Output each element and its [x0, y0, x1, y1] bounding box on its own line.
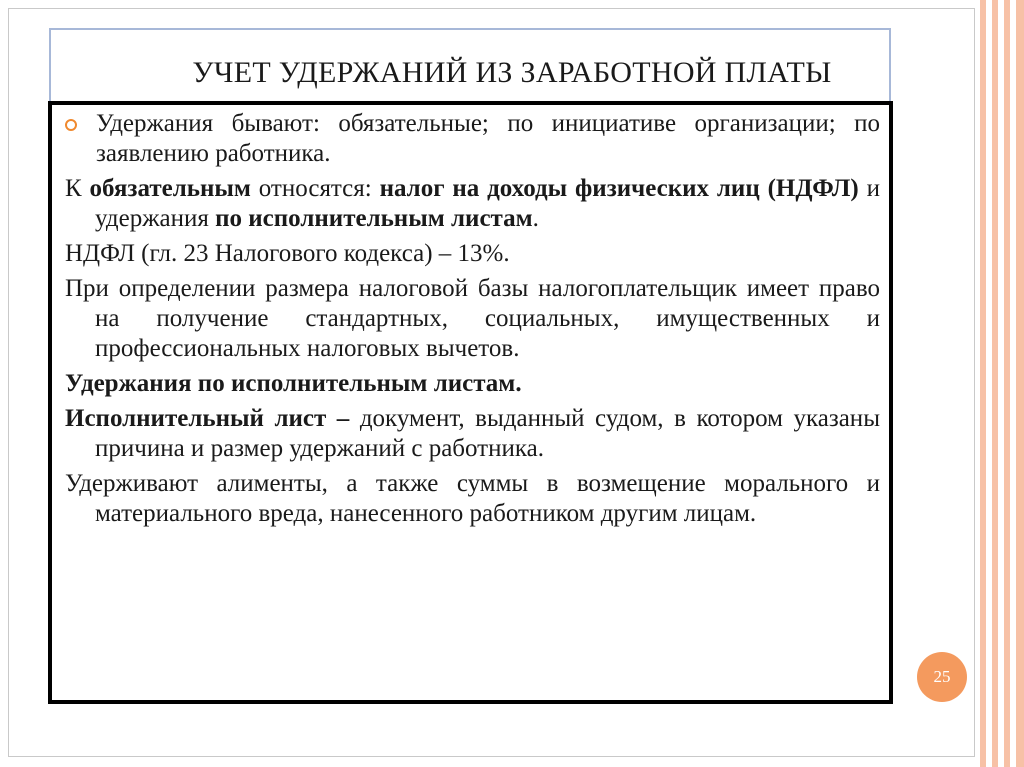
stripe [992, 0, 998, 767]
paragraph-deduction-types [65, 109, 880, 169]
text-run: относятся: [250, 175, 380, 202]
content-box [48, 101, 893, 704]
text-run: К [65, 175, 90, 202]
text-run: документ, выданный судом, в котором указаны причина и размер удержаний с работника. [95, 405, 880, 462]
page-number-badge: 25 [917, 652, 967, 702]
text-run-bold: Исполнительный лист – [65, 405, 350, 432]
paragraph-ndfl-rate: НДФЛ (гл. 23 Налогового кодекса) – 13%. [65, 240, 510, 267]
paragraph-text: Удержания бывают: обязательные; по инициативе организации; по заявлению работника. [96, 110, 880, 167]
text-run-bold: обязательным [89, 175, 251, 202]
text-run: . [532, 205, 539, 232]
stripe [1016, 0, 1024, 767]
paragraph-writ-heading [65, 369, 880, 399]
content-body [65, 109, 880, 534]
text-run: и удержания [95, 175, 880, 232]
paragraph-writ-definition [65, 404, 880, 464]
text-run-bold: Удержания по исполнительным листам. [65, 370, 522, 397]
stripe [980, 0, 986, 767]
bullet-icon [65, 119, 77, 131]
text-run-bold: налог на доходы физических лиц (НДФЛ) [379, 175, 859, 202]
slide-title: УЧЕТ УДЕРЖАНИЙ ИЗ ЗАРАБОТНОЙ ПЛАТЫ [192, 56, 832, 89]
text-run-bold: по исполнительным листам [215, 205, 533, 232]
paragraph-mandatory [65, 174, 880, 234]
paragraph-tax-deductions: При определении размера налоговой базы налогоплательщик имеет право на получение стандартных, социальных, имущественных и профессиональных налоговых вычетов. [65, 275, 880, 362]
decorative-stripes [976, 0, 1024, 767]
paragraph-alimony: Удерживают алименты, а также суммы в возмещение морального и материального вреда, нанесенного работником другим лицам. [65, 470, 880, 527]
stripe [1004, 0, 1010, 767]
